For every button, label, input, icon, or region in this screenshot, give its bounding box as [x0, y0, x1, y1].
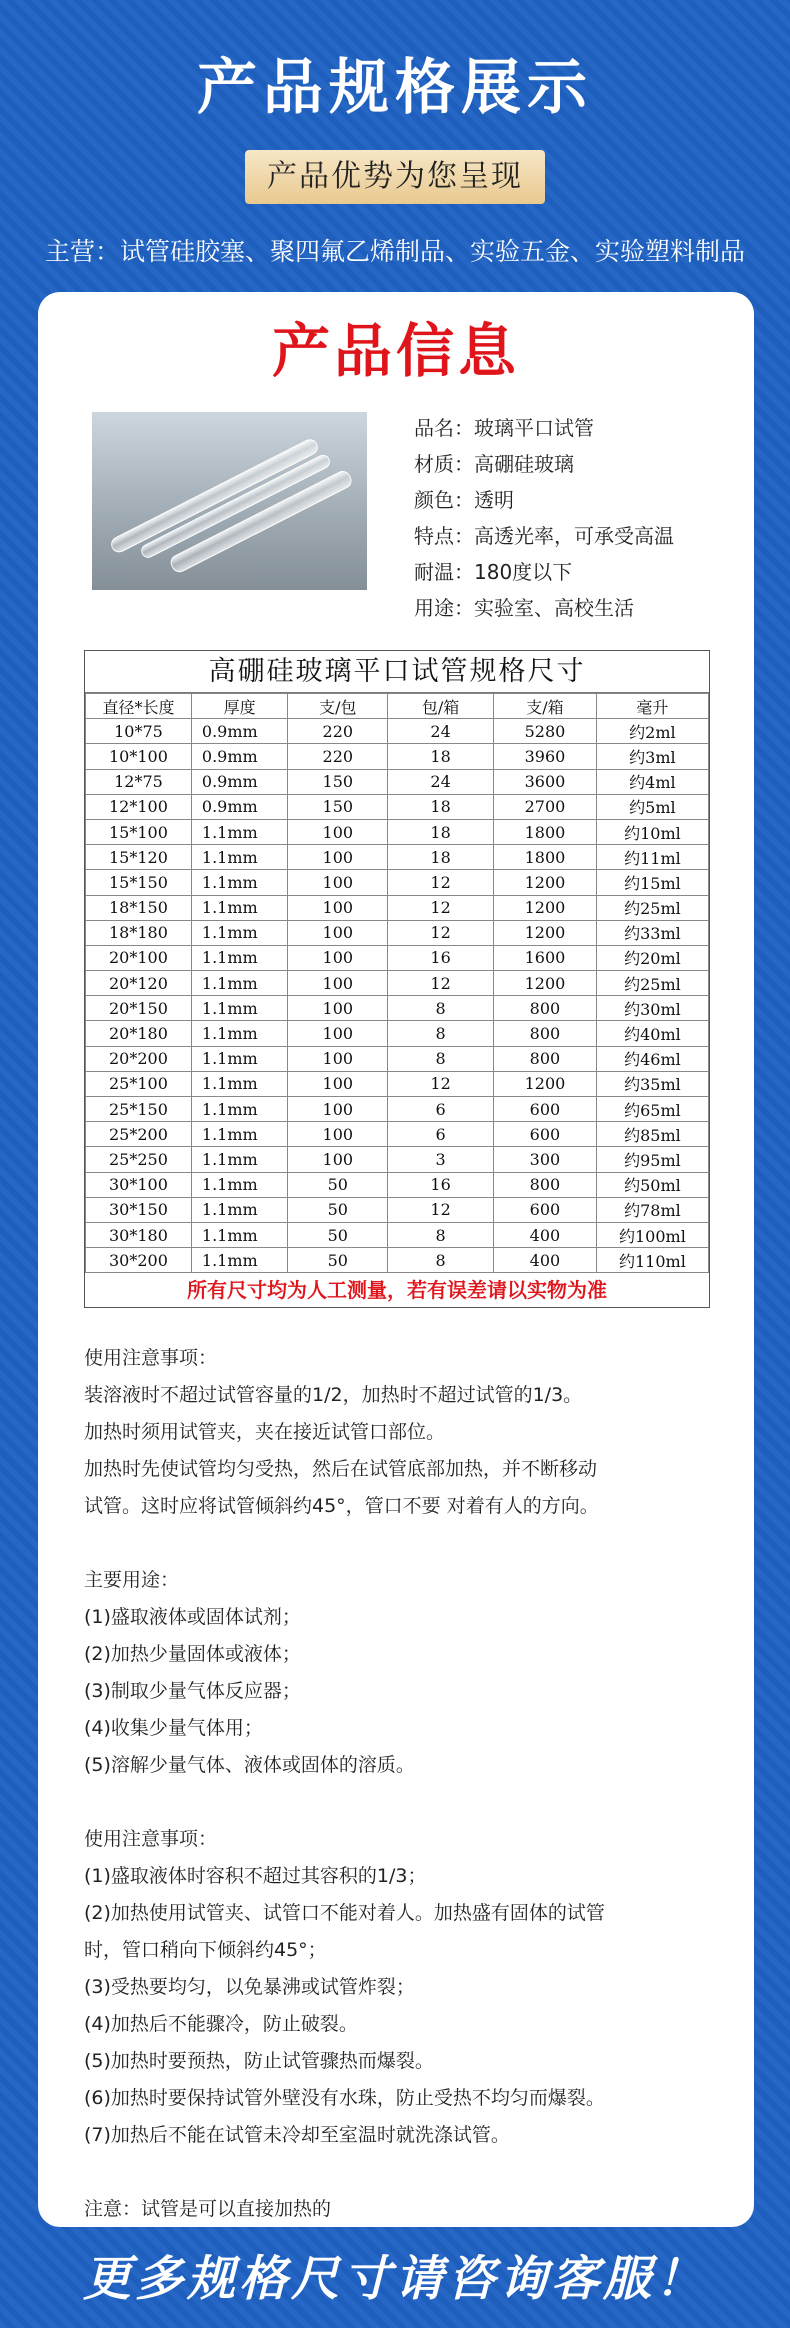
table-cell: 20*100: [86, 945, 192, 970]
spec-table-header: [86, 694, 709, 719]
table-cell: 800: [494, 996, 597, 1021]
table-cell: 100: [288, 1097, 388, 1122]
table-cell: 1.1mm: [191, 1046, 288, 1071]
table-cell: 100: [288, 945, 388, 970]
table-cell: 100: [288, 996, 388, 1021]
table-cell: 50: [288, 1222, 388, 1247]
product-info-item: 特点：高透光率，可承受高温: [414, 524, 674, 548]
table-cell: 50: [288, 1248, 388, 1273]
table-cell: 18: [388, 794, 494, 819]
table-cell: 1800: [494, 845, 597, 870]
table-row: [86, 1021, 709, 1046]
table-cell: 15*120: [86, 845, 192, 870]
table-cell: 约110ml: [596, 1248, 708, 1273]
table-cell: 600: [494, 1122, 597, 1147]
table-cell: 1.1mm: [191, 1122, 288, 1147]
table-cell: 30*180: [86, 1222, 192, 1247]
table-cell: 1.1mm: [191, 1222, 288, 1247]
table-cell: 1.1mm: [191, 920, 288, 945]
table-cell: 8: [388, 996, 494, 1021]
table-cell: 8: [388, 1222, 494, 1247]
table-row: [86, 1122, 709, 1147]
table-cell: 约11ml: [596, 845, 708, 870]
table-row: [86, 794, 709, 819]
table-cell: 1200: [494, 895, 597, 920]
table-cell: 24: [388, 719, 494, 744]
product-info-item: 耐温：180度以下: [414, 560, 573, 584]
table-cell: 150: [288, 794, 388, 819]
table-cell: 100: [288, 895, 388, 920]
table-cell: 800: [494, 1172, 597, 1197]
spec-header-cell: 厚度: [191, 694, 288, 719]
table-cell: 25*150: [86, 1097, 192, 1122]
table-cell: 1.1mm: [191, 870, 288, 895]
table-cell: 18: [388, 845, 494, 870]
table-cell: 100: [288, 1147, 388, 1172]
table-cell: 220: [288, 744, 388, 769]
table-cell: 18*150: [86, 895, 192, 920]
table-cell: 150: [288, 769, 388, 794]
table-cell: 100: [288, 920, 388, 945]
table-cell: 1.1mm: [191, 945, 288, 970]
table-cell: 8: [388, 1021, 494, 1046]
table-cell: 约46ml: [596, 1046, 708, 1071]
table-cell: 24: [388, 769, 494, 794]
table-cell: 1.1mm: [191, 1071, 288, 1096]
table-cell: 800: [494, 1046, 597, 1071]
table-cell: 100: [288, 1021, 388, 1046]
notes-line: [84, 1525, 720, 1562]
notes-line: (1)盛取液体或固体试剂；: [84, 1606, 301, 1628]
table-cell: 25*250: [86, 1147, 192, 1172]
notes-line: 注意：试管是可以直接加热的: [84, 2198, 332, 2220]
table-cell: 约50ml: [596, 1172, 708, 1197]
table-cell: 约33ml: [596, 920, 708, 945]
table-cell: 600: [494, 1197, 597, 1222]
table-cell: 18: [388, 744, 494, 769]
table-cell: 1.1mm: [191, 1097, 288, 1122]
notes-line: (5)溶解少量气体、液体或固体的溶质。: [84, 1754, 415, 1776]
table-cell: 约95ml: [596, 1147, 708, 1172]
table-row: [86, 1172, 709, 1197]
table-row: [86, 1097, 709, 1122]
table-row: [86, 996, 709, 1021]
banner-subtitle-badge: 产品优势为您呈现: [245, 150, 545, 204]
notes-line: (2)加热使用试管夹、试管口不能对着人。加热盛有固体的试管: [84, 1902, 605, 1924]
table-cell: 1.1mm: [191, 996, 288, 1021]
table-cell: 25*200: [86, 1122, 192, 1147]
table-row: [86, 1197, 709, 1222]
table-cell: 约3ml: [596, 744, 708, 769]
table-cell: 600: [494, 1097, 597, 1122]
table-cell: 1200: [494, 1071, 597, 1096]
table-row: [86, 845, 709, 870]
table-cell: 1.1mm: [191, 971, 288, 996]
footer-cta: 更多规格尺寸请咨询客服！: [82, 2251, 707, 2307]
notes-line: (6)加热时要保持试管外壁没有水珠，防止受热不均匀而爆裂。: [84, 2087, 605, 2109]
table-cell: 1.1mm: [191, 1147, 288, 1172]
table-cell: 1.1mm: [191, 1248, 288, 1273]
notes-line: (3)受热要均匀，以免暴沸或试管炸裂；: [84, 1976, 415, 1998]
table-cell: 100: [288, 870, 388, 895]
table-row: [86, 1046, 709, 1071]
table-cell: 20*180: [86, 1021, 192, 1046]
table-cell: 12*75: [86, 769, 192, 794]
banner-title: 产品规格展示: [197, 53, 593, 123]
table-cell: 约20ml: [596, 945, 708, 970]
table-cell: 1200: [494, 870, 597, 895]
table-cell: 12*100: [86, 794, 192, 819]
table-cell: 约65ml: [596, 1097, 708, 1122]
table-cell: 约25ml: [596, 895, 708, 920]
table-row: [86, 895, 709, 920]
table-cell: 1200: [494, 971, 597, 996]
table-cell: 0.9mm: [191, 744, 288, 769]
table-cell: 2700: [494, 794, 597, 819]
notes-line: (7)加热后不能在试管未冷却至室温时就洗涤试管。: [84, 2124, 510, 2146]
table-cell: 约30ml: [596, 996, 708, 1021]
table-row: [86, 971, 709, 996]
table-cell: 16: [388, 1172, 494, 1197]
product-photo: [92, 412, 367, 590]
table-row: [86, 744, 709, 769]
table-cell: 0.9mm: [191, 719, 288, 744]
table-cell: 1.1mm: [191, 1172, 288, 1197]
table-row: [86, 1147, 709, 1172]
table-cell: 10*75: [86, 719, 192, 744]
notes-line: 主要用途：: [84, 1569, 180, 1591]
table-cell: 约35ml: [596, 1071, 708, 1096]
table-cell: 3600: [494, 769, 597, 794]
table-cell: 10*100: [86, 744, 192, 769]
notes-line: (4)加热后不能骤冷，防止破裂。: [84, 2013, 358, 2035]
table-cell: 25*100: [86, 1071, 192, 1096]
table-cell: 1800: [494, 819, 597, 844]
table-cell: 8: [388, 1248, 494, 1273]
product-info-list: [414, 410, 744, 626]
table-cell: 30*200: [86, 1248, 192, 1273]
table-cell: 100: [288, 971, 388, 996]
table-cell: 约85ml: [596, 1122, 708, 1147]
spec-table-title: 高硼硅玻璃平口试管规格尺寸: [85, 651, 709, 693]
table-cell: 约5ml: [596, 794, 708, 819]
spec-table: [84, 650, 710, 1308]
table-cell: 约40ml: [596, 1021, 708, 1046]
spec-header-cell: 直径*长度: [86, 694, 192, 719]
notes-line: (5)加热时要预热，防止试管骤热而爆裂。: [84, 2050, 434, 2072]
table-cell: 约10ml: [596, 819, 708, 844]
table-cell: 20*120: [86, 971, 192, 996]
notes-line: (3)制取少量气体反应器；: [84, 1680, 301, 1702]
notes-line: (4)收集少量气体用；: [84, 1717, 263, 1739]
table-cell: 400: [494, 1248, 597, 1273]
table-cell: 20*150: [86, 996, 192, 1021]
table-cell: 3960: [494, 744, 597, 769]
table-cell: 400: [494, 1222, 597, 1247]
notes-line: 装溶液时不超过试管容量的1/2，加热时不超过试管的1/3。: [84, 1384, 583, 1406]
table-cell: 约2ml: [596, 719, 708, 744]
table-row: [86, 719, 709, 744]
table-cell: 100: [288, 1046, 388, 1071]
table-cell: 约100ml: [596, 1222, 708, 1247]
product-info-item: 用途：实验室、高校生活: [414, 596, 634, 620]
table-cell: 0.9mm: [191, 794, 288, 819]
notes-line: [84, 1784, 720, 1821]
table-cell: 100: [288, 819, 388, 844]
main-business-text: 主营：试管硅胶塞、聚四氟乙烯制品、实验五金、实验塑料制品: [44, 237, 745, 266]
table-cell: 15*100: [86, 819, 192, 844]
table-row: [86, 1248, 709, 1273]
table-row: [86, 870, 709, 895]
table-cell: 18: [388, 819, 494, 844]
spec-header-cell: 毫升: [596, 694, 708, 719]
notes-line: 加热时先使试管均匀受热，然后在试管底部加热，并不断移动: [84, 1458, 598, 1480]
table-cell: 6: [388, 1097, 494, 1122]
table-row: [86, 945, 709, 970]
table-cell: 12: [388, 895, 494, 920]
card-title: 产品信息: [271, 317, 520, 385]
table-cell: 12: [388, 870, 494, 895]
table-cell: 1.1mm: [191, 895, 288, 920]
table-cell: 300: [494, 1147, 597, 1172]
table-cell: 30*100: [86, 1172, 192, 1197]
table-cell: 50: [288, 1197, 388, 1222]
table-row: [86, 920, 709, 945]
spec-header-cell: 支/包: [288, 694, 388, 719]
table-cell: 1600: [494, 945, 597, 970]
table-cell: 100: [288, 1122, 388, 1147]
table-cell: 20*200: [86, 1046, 192, 1071]
spec-header-cell: 支/箱: [494, 694, 597, 719]
spec-header-cell: 包/箱: [388, 694, 494, 719]
product-card: [38, 292, 754, 2227]
product-info-item: 品名：玻璃平口试管: [414, 416, 594, 440]
table-row: [86, 1222, 709, 1247]
notes-line: 试管。这时应将试管倾斜约45°，管口不要 对着有人的方向。: [84, 1495, 599, 1517]
notes-line: 使用注意事项：: [84, 1347, 218, 1369]
table-row: [86, 769, 709, 794]
table-cell: 16: [388, 945, 494, 970]
table-cell: 100: [288, 1071, 388, 1096]
product-info-item: 材质：高硼硅玻璃: [414, 452, 574, 476]
table-cell: 100: [288, 845, 388, 870]
notes-line: (1)盛取液体时容积不超过其容积的1/3；: [84, 1865, 427, 1887]
usage-notes: [84, 1340, 720, 2228]
table-row: [86, 1071, 709, 1096]
table-cell: 30*150: [86, 1197, 192, 1222]
product-info-item: 颜色：透明: [414, 488, 514, 512]
table-cell: 1.1mm: [191, 845, 288, 870]
table-cell: 约15ml: [596, 870, 708, 895]
notes-line: 加热时须用试管夹，夹在接近试管口部位。: [84, 1421, 446, 1443]
table-cell: 800: [494, 1021, 597, 1046]
notes-line: [84, 2154, 720, 2191]
table-cell: 1200: [494, 920, 597, 945]
table-cell: 1.1mm: [191, 1021, 288, 1046]
table-cell: 1.1mm: [191, 819, 288, 844]
table-cell: 1.1mm: [191, 1197, 288, 1222]
table-cell: 18*180: [86, 920, 192, 945]
spec-disclaimer: 所有尺寸均为人工测量，若有误差请以实物为准: [187, 1278, 607, 1303]
table-cell: 约4ml: [596, 769, 708, 794]
notes-line: 使用注意事项：: [84, 1828, 218, 1850]
table-cell: 3: [388, 1147, 494, 1172]
table-cell: 220: [288, 719, 388, 744]
table-cell: 12: [388, 971, 494, 996]
table-cell: 15*150: [86, 870, 192, 895]
table-row: [86, 819, 709, 844]
table-cell: 50: [288, 1172, 388, 1197]
table-cell: 12: [388, 920, 494, 945]
table-cell: 6: [388, 1122, 494, 1147]
table-cell: 0.9mm: [191, 769, 288, 794]
notes-line: 时，管口稍向下倾斜约45°；: [84, 1939, 327, 1961]
table-cell: 5280: [494, 719, 597, 744]
notes-line: (2)加热少量固体或液体；: [84, 1643, 301, 1665]
table-cell: 12: [388, 1197, 494, 1222]
table-cell: 约78ml: [596, 1197, 708, 1222]
table-cell: 12: [388, 1071, 494, 1096]
table-cell: 8: [388, 1046, 494, 1071]
table-cell: 约25ml: [596, 971, 708, 996]
